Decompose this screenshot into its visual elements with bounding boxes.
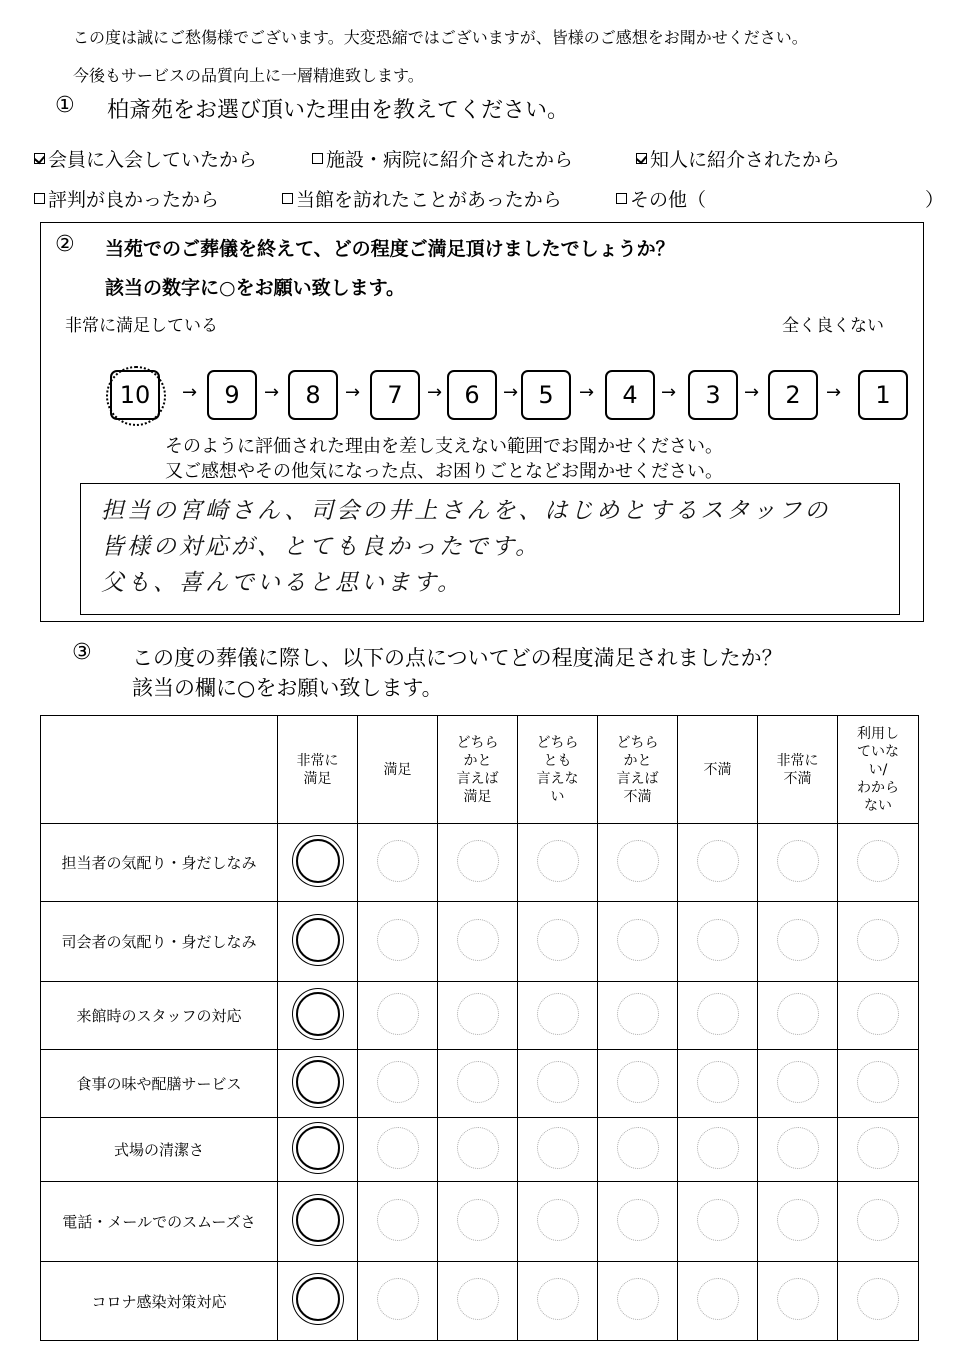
empty-circle-mark (537, 1127, 579, 1169)
q3-number: ③ (72, 640, 92, 665)
empty-circle-mark (857, 1199, 899, 1241)
column-header-6: 非常に 不満 (758, 716, 838, 824)
q1-option-label: 会員に入会していたから (48, 149, 258, 171)
empty-circle-mark (457, 1127, 499, 1169)
q1-checkbox-2[interactable] (636, 153, 647, 164)
q3-subtitle: 該当の欄に○をお願い致します。 (132, 676, 443, 700)
empty-circle-mark (537, 1278, 579, 1320)
empty-circle-mark (457, 1278, 499, 1320)
q1-title: 柏斎苑をお選び頂いた理由を教えてください。 (107, 98, 570, 123)
q2-subtitle: 該当の数字に○をお願い致します。 (105, 277, 406, 299)
rating-cell[interactable] (278, 1050, 358, 1118)
table-row (41, 1262, 919, 1341)
rating-cell[interactable] (518, 982, 598, 1050)
empty-circle-mark (457, 840, 499, 882)
selected-circle-mark (296, 918, 340, 962)
empty-circle-mark (777, 1278, 819, 1320)
scale-number: 2 (785, 381, 801, 409)
rating-cell[interactable] (438, 902, 518, 982)
scale-number: 10 (119, 381, 151, 409)
scale-right-label: 全く良くない (782, 316, 884, 336)
empty-circle-mark (617, 919, 659, 961)
empty-circle-mark (457, 1199, 499, 1241)
rating-cell[interactable] (758, 902, 838, 982)
table-corner-cell (41, 716, 278, 824)
rating-cell[interactable] (758, 1118, 838, 1182)
column-header-3: どちら とも 言えな い (518, 716, 598, 824)
empty-circle-mark (857, 1127, 899, 1169)
rating-cell[interactable] (438, 824, 518, 902)
table-row (41, 1050, 919, 1118)
rating-cell[interactable] (518, 1262, 598, 1341)
selected-circle-mark (296, 839, 340, 883)
comment-line-1: 担当の宮崎さん、司会の井上さんを、はじめとするスタッフの (101, 498, 831, 524)
intro-line-1: この度は誠にご愁傷様でございます。大変恐縮ではございますが、皆様のご感想をお聞かせください。 (73, 28, 808, 47)
empty-circle-mark (377, 993, 419, 1035)
q1-option-other[interactable] (616, 185, 706, 212)
empty-circle-mark (697, 1127, 739, 1169)
scale-number: 6 (464, 381, 480, 409)
comment-line-3: 父も、喜んでいると思います。 (101, 570, 464, 596)
scale-option-4[interactable] (605, 370, 655, 420)
rating-cell[interactable] (598, 1118, 678, 1182)
scale-option-3[interactable] (688, 370, 738, 420)
intro-line-2: 今後もサービスの品質向上に一層精進致します。 (73, 66, 424, 85)
empty-circle-mark (377, 1127, 419, 1169)
selected-circle-mark (296, 1277, 340, 1321)
scale-number: 9 (224, 381, 240, 409)
rating-cell[interactable] (598, 1050, 678, 1118)
scale-option-6[interactable] (447, 370, 497, 420)
arrow-icon: → (427, 382, 443, 403)
rating-cell[interactable] (598, 824, 678, 902)
q1-option-reputation[interactable] (34, 185, 219, 212)
table-body (41, 824, 919, 1341)
scale-number: 8 (305, 381, 321, 409)
rating-cell[interactable] (438, 1262, 518, 1341)
empty-circle-mark (457, 919, 499, 961)
rating-cell[interactable] (838, 824, 919, 902)
table-row (41, 1118, 919, 1182)
rating-cell[interactable] (678, 1050, 758, 1118)
empty-circle-mark (857, 1061, 899, 1103)
row-label: 食事の味や配膳サービス (41, 1050, 278, 1118)
selected-circle-mark (296, 1198, 340, 1242)
scale-option-7[interactable] (370, 370, 420, 420)
rating-cell[interactable] (758, 982, 838, 1050)
rating-cell[interactable] (278, 824, 358, 902)
empty-circle-mark (857, 840, 899, 882)
arrow-icon: → (579, 382, 595, 403)
empty-circle-mark (697, 1278, 739, 1320)
rating-cell[interactable] (518, 1118, 598, 1182)
q1-option-member[interactable] (34, 145, 257, 172)
empty-circle-mark (377, 1061, 419, 1103)
row-label: 電話・メールでのスムーズさ (41, 1182, 278, 1262)
rating-cell[interactable] (358, 1182, 438, 1262)
scale-number: 7 (387, 381, 403, 409)
empty-circle-mark (777, 840, 819, 882)
scale-option-10[interactable] (110, 370, 160, 420)
rating-cell[interactable] (358, 902, 438, 982)
empty-circle-mark (457, 993, 499, 1035)
empty-circle-mark (697, 1061, 739, 1103)
rating-cell[interactable] (678, 902, 758, 982)
rating-cell[interactable] (598, 902, 678, 982)
empty-circle-mark (537, 993, 579, 1035)
q1-option-label: 知人に紹介されたから (650, 149, 841, 171)
rating-cell[interactable] (358, 1118, 438, 1182)
q1-option-label: その他（ (630, 189, 707, 211)
arrow-icon: → (826, 382, 842, 403)
scale-option-2[interactable] (768, 370, 818, 420)
table-row (41, 982, 919, 1050)
column-header-7: 利用し ていな い/ わから ない (838, 716, 919, 824)
table-header-row (41, 716, 919, 824)
q1-option-visited[interactable] (282, 185, 562, 212)
empty-circle-mark (537, 840, 579, 882)
rating-cell[interactable] (758, 824, 838, 902)
scale-option-1[interactable] (858, 370, 908, 420)
empty-circle-mark (377, 1199, 419, 1241)
table-row (41, 824, 919, 902)
rating-cell[interactable] (438, 982, 518, 1050)
rating-cell[interactable] (438, 1182, 518, 1262)
rating-cell[interactable] (838, 1118, 919, 1182)
rating-cell[interactable] (278, 1118, 358, 1182)
rating-cell[interactable] (838, 1262, 919, 1341)
q1-option-facility[interactable] (312, 145, 573, 172)
rating-cell[interactable] (838, 1182, 919, 1262)
rating-cell[interactable] (678, 1118, 758, 1182)
rating-cell[interactable] (598, 1262, 678, 1341)
q2-title: 当苑でのご葬儀を終えて、どの程度ご満足頂けましたでしょうか？ (105, 238, 675, 260)
rating-cell[interactable] (838, 982, 919, 1050)
arrow-icon: → (503, 382, 519, 403)
row-label: 式場の清潔さ (41, 1118, 278, 1182)
empty-circle-mark (777, 1127, 819, 1169)
empty-circle-mark (857, 1278, 899, 1320)
q2-note-2: 又ご感想やその他気になった点、お困りごとなどお聞かせください。 (165, 461, 723, 482)
q1-other-close-paren: ） (925, 189, 945, 211)
empty-circle-mark (697, 919, 739, 961)
scale-option-8[interactable] (288, 370, 338, 420)
rating-cell[interactable] (438, 1050, 518, 1118)
q1-number: ① (55, 93, 75, 118)
rating-cell[interactable] (678, 1262, 758, 1341)
empty-circle-mark (617, 840, 659, 882)
rating-cell[interactable] (358, 982, 438, 1050)
comment-box[interactable] (80, 483, 900, 615)
empty-circle-mark (377, 840, 419, 882)
empty-circle-mark (777, 993, 819, 1035)
rating-cell[interactable] (678, 982, 758, 1050)
table-row (41, 902, 919, 982)
rating-cell[interactable] (278, 902, 358, 982)
rating-cell[interactable] (278, 1182, 358, 1262)
row-label: 司会者の気配り・身だしなみ (41, 902, 278, 982)
rating-cell[interactable] (518, 1182, 598, 1262)
comment-line-2: 皆様の対応が、とても良かったです。 (101, 534, 542, 560)
empty-circle-mark (777, 1061, 819, 1103)
empty-circle-mark (617, 1199, 659, 1241)
empty-circle-mark (617, 1061, 659, 1103)
row-label: 担当者の気配り・身だしなみ (41, 824, 278, 902)
empty-circle-mark (777, 919, 819, 961)
empty-circle-mark (697, 1199, 739, 1241)
column-header-4: どちら かと 言えば 不満 (598, 716, 678, 824)
empty-circle-mark (777, 1199, 819, 1241)
satisfaction-table (40, 715, 919, 1341)
table-row (41, 1182, 919, 1262)
empty-circle-mark (617, 1127, 659, 1169)
empty-circle-mark (857, 919, 899, 961)
column-header-1: 満足 (358, 716, 438, 824)
row-label: 来館時のスタッフの対応 (41, 982, 278, 1050)
empty-circle-mark (697, 993, 739, 1035)
rating-cell[interactable] (838, 902, 919, 982)
scale-number: 1 (875, 381, 891, 409)
q1-checkbox-5[interactable] (616, 193, 627, 204)
column-header-0: 非常に 満足 (278, 716, 358, 824)
arrow-icon: → (661, 382, 677, 403)
scale-number: 5 (538, 381, 554, 409)
arrow-icon: → (182, 382, 198, 403)
arrow-icon: → (345, 382, 361, 403)
empty-circle-mark (537, 919, 579, 961)
q1-checkbox-3[interactable] (34, 193, 45, 204)
q2-number: ② (55, 232, 75, 257)
q1-checkbox-0[interactable] (34, 153, 45, 164)
scale-option-9[interactable] (207, 370, 257, 420)
rating-cell[interactable] (358, 1262, 438, 1341)
selected-circle-mark (296, 992, 340, 1036)
empty-circle-mark (377, 1278, 419, 1320)
rating-cell[interactable] (598, 1182, 678, 1262)
rating-cell[interactable] (758, 1182, 838, 1262)
arrow-icon: → (744, 382, 760, 403)
arrow-icon: → (264, 382, 280, 403)
column-header-5: 不満 (678, 716, 758, 824)
empty-circle-mark (537, 1061, 579, 1103)
column-header-2: どちら かと 言えば 満足 (438, 716, 518, 824)
q1-checkbox-1[interactable] (312, 153, 323, 164)
rating-cell[interactable] (598, 982, 678, 1050)
q1-option-label: 施設・病院に紹介されたから (326, 149, 574, 171)
q1-option-acquaintance[interactable] (636, 145, 840, 172)
empty-circle-mark (857, 993, 899, 1035)
selected-circle-mark (296, 1060, 340, 1104)
q1-checkbox-4[interactable] (282, 193, 293, 204)
q3-title: この度の葬儀に際し、以下の点についてどの程度満足されましたか？ (132, 646, 783, 670)
empty-circle-mark (617, 993, 659, 1035)
scale-number: 3 (705, 381, 721, 409)
scale-number: 4 (622, 381, 638, 409)
empty-circle-mark (457, 1061, 499, 1103)
rating-cell[interactable] (358, 824, 438, 902)
rating-cell[interactable] (838, 1050, 919, 1118)
scale-option-5[interactable] (521, 370, 571, 420)
rating-cell[interactable] (758, 1050, 838, 1118)
rating-cell[interactable] (518, 902, 598, 982)
empty-circle-mark (697, 840, 739, 882)
row-label: コロナ感染対策対応 (41, 1262, 278, 1341)
empty-circle-mark (377, 919, 419, 961)
empty-circle-mark (617, 1278, 659, 1320)
rating-cell[interactable] (278, 1262, 358, 1341)
rating-cell[interactable] (278, 982, 358, 1050)
q1-option-label: 評判が良かったから (48, 189, 220, 211)
selected-circle-mark (296, 1126, 340, 1170)
scale-left-label: 非常に満足している (65, 316, 218, 336)
rating-cell[interactable] (758, 1262, 838, 1341)
rating-cell[interactable] (438, 1118, 518, 1182)
rating-cell[interactable] (518, 824, 598, 902)
selected-circle-mark (106, 366, 166, 426)
rating-cell[interactable] (358, 1050, 438, 1118)
rating-cell[interactable] (518, 1050, 598, 1118)
rating-cell[interactable] (678, 824, 758, 902)
empty-circle-mark (537, 1199, 579, 1241)
q1-option-label: 当館を訪れたことがあったから (296, 189, 562, 211)
q2-note-1: そのように評価された理由を差し支えない範囲でお聞かせください。 (165, 436, 723, 457)
rating-cell[interactable] (678, 1182, 758, 1262)
